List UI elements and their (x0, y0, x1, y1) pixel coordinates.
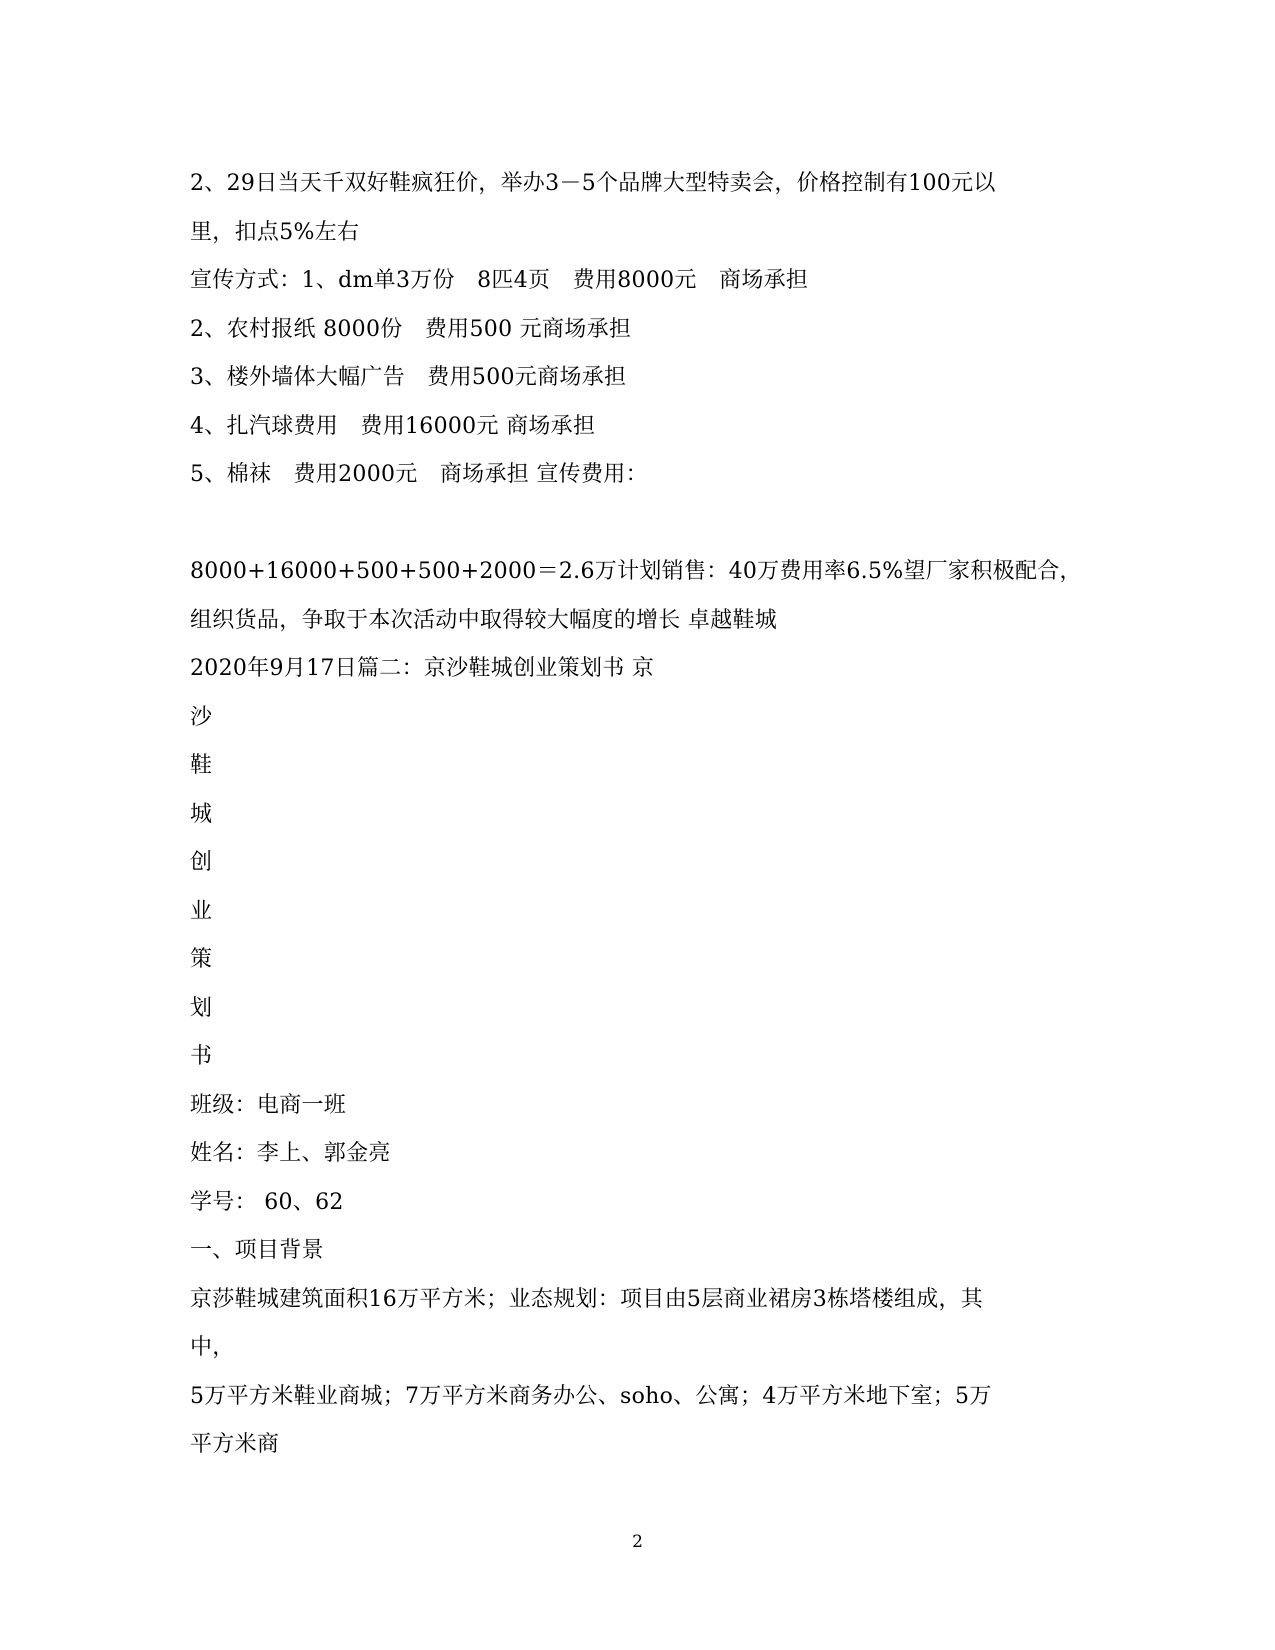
text-line: 宣传方式：1、dm单3万份 8匹4页 费用8000元 商场承担 (190, 268, 809, 293)
text-line: 城 (190, 801, 213, 827)
document-body (190, 160, 1080, 1470)
text-line: 5、棉袜 费用2000元 商场承担 宣传费用： (190, 462, 648, 487)
page-number: 2 (632, 1532, 643, 1552)
text-line: 里，扣点5%左右 (190, 219, 360, 245)
text-line: 4、扎汽球费用 费用16000元 商场承担 (190, 413, 596, 439)
text-line: 2020年9月17日篇二：京沙鞋城创业策划书 京 (190, 656, 655, 681)
section-heading: 一、项目背景 (190, 1238, 324, 1263)
text-line: 鞋 (190, 753, 213, 778)
text-line: 组织货品，争取于本次活动中取得较大幅度的增长 卓越鞋城 (190, 607, 778, 633)
text-line: 姓名：李上、郭金亮 (190, 1141, 391, 1166)
text-line: 平方米商 (190, 1432, 280, 1457)
text-line: 中， (190, 1335, 235, 1360)
text-line: 2、29日当天千双好鞋疯狂价，举办3－5个品牌大型特卖会，价格控制有100元以 (190, 171, 996, 196)
text-line: 班级：电商一班 (190, 1092, 347, 1118)
text-line: 5万平方米鞋业商城；7万平方米商务办公、soho、公寓；4万平方米地下室；5万 (190, 1383, 992, 1409)
text-line: 8000+16000+500+500+2000＝2.6万计划销售：40万费用率6.5%望厂家积极配合， (190, 559, 1082, 584)
text-line: 2、农村报纸 8000份 费用500 元商场承担 (190, 316, 632, 342)
text-line: 沙 (190, 704, 213, 730)
text-line: 业 (190, 898, 213, 924)
text-line: 创 (190, 850, 213, 875)
blank-line (190, 500, 1080, 549)
text-line: 京莎鞋城建筑面积16万平方米；业态规划：项目由5层商业裙房3栋塔楼组成，其 (190, 1286, 984, 1312)
text-line: 划 (190, 995, 213, 1021)
text-line: 策 (190, 947, 213, 972)
text-line: 学号： 60、62 (190, 1189, 344, 1215)
text-line: 3、楼外墙体大幅广告 费用500元商场承担 (190, 365, 627, 390)
text-line: 书 (190, 1044, 213, 1069)
